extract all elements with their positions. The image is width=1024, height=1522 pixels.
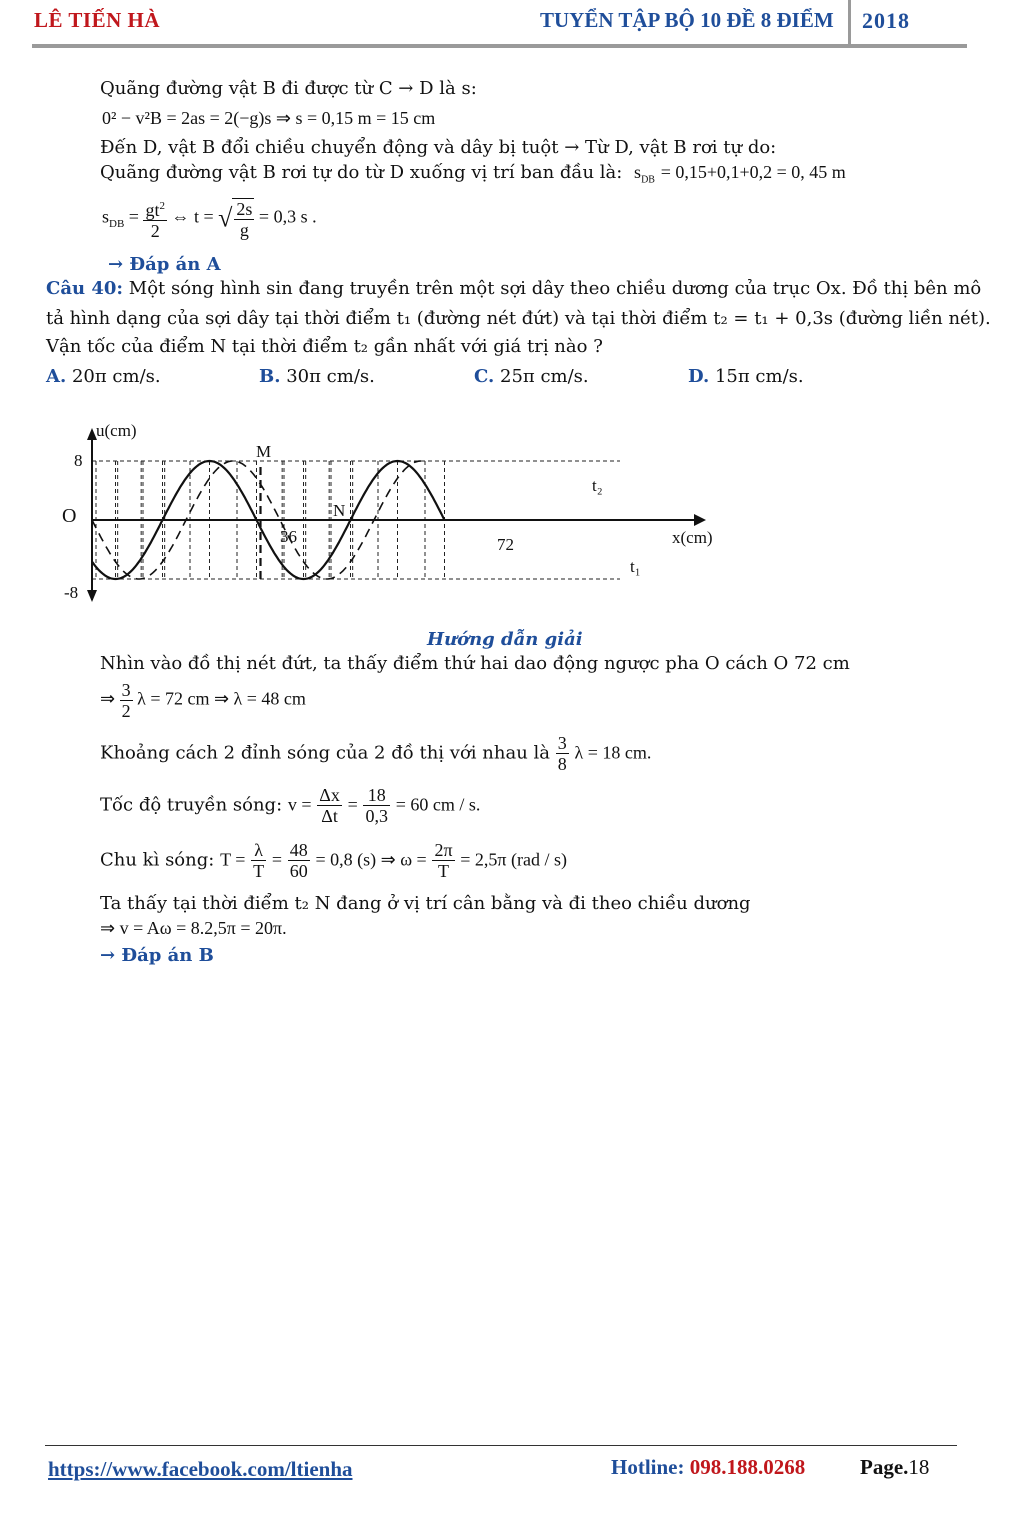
question-line-1 [46,278,981,300]
option-a: A. 20π cm/s. [46,366,161,387]
point-label-m: M [256,442,272,461]
question-label: Câu 40: [46,278,124,299]
prev-line-3-text: Quãng đường vật B rơi tự do từ D xuống vị trí ban đầu là: [100,162,623,183]
header-rule [32,44,967,48]
series-label-t2: t₂ [592,476,603,495]
prev-eq2-mid: ⇔ t = [171,206,214,227]
y-tick-minus-8: -8 [64,583,79,602]
prev-equation-2: $s_{DB}$ = $\frac{gt^2}{2}$ ⇔ t = √ $\frac{2s}{g}$ = 0,3 s . [102,196,317,241]
solution-line-5: Chu kì sóng: T = $\frac{\lambda}{T}$ = $\frac{48}{60}$ = 0,8 (s) ⇒ ω = $\frac{2\pi}{T}$ = 2,5π (rad / s) [100,840,567,881]
solution-answer: → Đáp án B [100,945,214,966]
x-axis-arrow [694,514,706,526]
footer-hotline: Hotline: 098.188.0268 [611,1455,806,1479]
solution-line-2: ⇒ $\frac{3}{2}$ λ = 72 cm ⇒ λ = 48 cm [100,680,306,721]
footer-page-number: Page.18 [860,1455,930,1479]
header-author: LÊ TIẾN HÀ [34,8,160,32]
footer-rule [45,1445,957,1446]
x-tick-36: 36 [280,527,297,546]
header-divider [848,0,851,44]
solution-line-1: Nhìn vào đồ thị nét đứt, ta thấy điểm thứ hai dao động ngược pha O cách O 72 cm [100,653,850,674]
solution-line-4: Tốc độ truyền sóng: v = $\frac{\Delta x}{\Delta t}$ = $\frac{18}{0,3}$ = 60 cm / s. [100,785,481,826]
question-line-2: tả hình dạng của sợi dây tại thời điểm t₁ (đường nét đứt) và tại thời điểm t₂ = t₁ + 0,3s (đường liền nét). [46,308,991,329]
point-label-n: N [333,501,346,520]
solution-line-7: ⇒ v = Aω = 8.2,5π = 20π. [100,918,287,938]
y-axis-label: u(cm) [96,421,137,440]
solution-line-3: Khoảng cách 2 đỉnh sóng của 2 đồ thị với nhau là $\frac{3}{8}$ λ = 18 cm. [100,733,652,774]
prev-eq2-left: = [128,206,144,227]
origin-label: O [62,505,77,527]
header-year: 2018 [862,8,910,33]
x-tick-72: 72 [497,535,514,554]
y-axis-arrow-down [87,590,97,602]
solution-title: Hướng dẫn giải [427,629,583,650]
x-axis-label: x(cm) [672,528,713,547]
prev-line-2: Đến D, vật B đổi chiều chuyển động và dây bị tuột → Từ D, vật B rơi tự do: [100,137,777,158]
solution-line-6: Ta thấy tại thời điểm t₂ N đang ở vị trí cân bằng và đi theo chiều dương [100,893,751,914]
prev-line-3-eq: = 0,15+0,1+0,2 = 0, 45 m [660,162,846,182]
option-d: D. 15π cm/s. [688,366,804,387]
question-text-1: Một sóng hình sin đang truyền trên một sợi dây theo chiều dương của trục Ox. Đồ thị bên mô [128,278,982,299]
prev-eq2-right: = 0,3 s . [258,206,317,227]
question-line-3: Vận tốc của điểm N tại thời điểm t₂ gần nhất với giá trị nào ? [46,336,603,357]
wave-chart [0,410,760,610]
header-series-title: TUYỂN TẬP BỘ 10 ĐỀ 8 ĐIỂM [540,8,834,32]
series-label-t1: t₁ [630,557,641,576]
prev-line-3: Quãng đường vật B rơi tự do từ D xuống vị trí ban đầu là: $s_{DB} = 0,15+0,1+0,2 = 0$, 45 m [100,162,846,186]
prev-equation-1: 0² − v²B = 2as = 2(−g)s ⇒ s = 0,15 m = 15 cm [102,108,436,128]
option-b: B. 30π cm/s. [259,366,375,387]
y-tick-8: 8 [74,451,83,470]
option-c: C. 25π cm/s. [474,366,589,387]
prev-answer: → Đáp án A [108,254,221,275]
footer-facebook-link[interactable]: https://www.facebook.com/ltienha [48,1457,353,1481]
prev-line-1: Quãng đường vật B đi được từ C → D là s: [100,78,477,99]
